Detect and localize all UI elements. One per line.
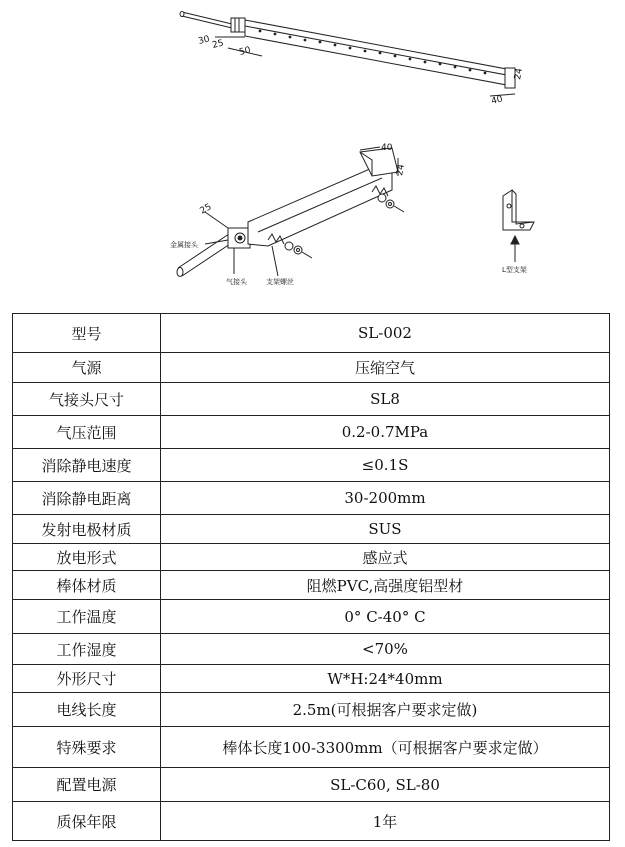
spec-key: 发射电极材质 <box>13 515 161 544</box>
spec-value: 感应式 <box>161 544 610 571</box>
spec-key: 外形尺寸 <box>13 665 161 693</box>
spec-value: 2.5m(可根据客户要求定做) <box>161 693 610 727</box>
label-air-connector: 气接头 <box>226 278 247 286</box>
spec-value: 棒体长度100-3300mm（可根据客户要求定做） <box>161 727 610 768</box>
dim-50: 50 <box>238 45 252 58</box>
spec-key: 消除静电距离 <box>13 482 161 515</box>
spec-row <box>13 802 610 841</box>
spec-key: 电线长度 <box>13 693 161 727</box>
spec-row <box>13 515 610 544</box>
spec-row <box>13 665 610 693</box>
spec-table <box>12 313 610 841</box>
spec-row <box>13 693 610 727</box>
dim-40: 40 <box>490 94 504 107</box>
spec-row <box>13 571 610 600</box>
spec-value: 1年 <box>161 802 610 841</box>
spec-row <box>13 449 610 482</box>
spec-key: 工作湿度 <box>13 634 161 665</box>
spec-value: 0.2-0.7MPa <box>161 416 610 449</box>
l-bracket-drawing <box>503 190 534 262</box>
spec-value: 30-200mm <box>161 482 610 515</box>
spec-row <box>13 768 610 802</box>
dim-40-mid: 40 <box>381 143 393 153</box>
spec-value: 压缩空气 <box>161 353 610 383</box>
label-bracket-screw: 支架螺丝 <box>266 278 294 286</box>
dim-25-mid: 25 <box>198 202 214 217</box>
spec-key: 气接头尺寸 <box>13 383 161 416</box>
spec-value: <70% <box>161 634 610 665</box>
spec-key: 工作温度 <box>13 600 161 634</box>
spec-row <box>13 383 610 416</box>
spec-key: 质保年限 <box>13 802 161 841</box>
spec-row <box>13 314 610 353</box>
dim-24: 24 <box>513 67 525 81</box>
spec-row <box>13 544 610 571</box>
spec-value: 阻燃PVC,高强度铝型材 <box>161 571 610 600</box>
spec-row <box>13 353 610 383</box>
spec-row <box>13 600 610 634</box>
spec-key: 特殊要求 <box>13 727 161 768</box>
spec-value: SUS <box>161 515 610 544</box>
spec-row <box>13 727 610 768</box>
label-metal-connector: 金属接头 <box>170 241 198 249</box>
spec-key: 放电形式 <box>13 544 161 571</box>
dim-25: 25 <box>211 38 225 51</box>
spec-value: SL-002 <box>161 314 610 353</box>
spec-key: 棒体材质 <box>13 571 161 600</box>
spec-key: 型号 <box>13 314 161 353</box>
spec-row <box>13 634 610 665</box>
dim-24-mid: 24 <box>395 163 407 177</box>
dim-30: 30 <box>197 34 211 47</box>
spec-key: 消除静电速度 <box>13 449 161 482</box>
ion-bar-drawing <box>180 12 515 97</box>
spec-value: ≤0.1S <box>161 449 610 482</box>
spec-value: W*H:24*40mm <box>161 665 610 693</box>
label-l-bracket: L型支架 <box>502 266 527 274</box>
spec-key: 气压范围 <box>13 416 161 449</box>
product-drawings <box>0 0 625 300</box>
spec-value: SL8 <box>161 383 610 416</box>
spec-value: SL-C60, SL-80 <box>161 768 610 802</box>
spec-value: 0° C-40° C <box>161 600 610 634</box>
spec-key: 配置电源 <box>13 768 161 802</box>
spec-key: 气源 <box>13 353 161 383</box>
spec-row <box>13 416 610 449</box>
spec-row <box>13 482 610 515</box>
